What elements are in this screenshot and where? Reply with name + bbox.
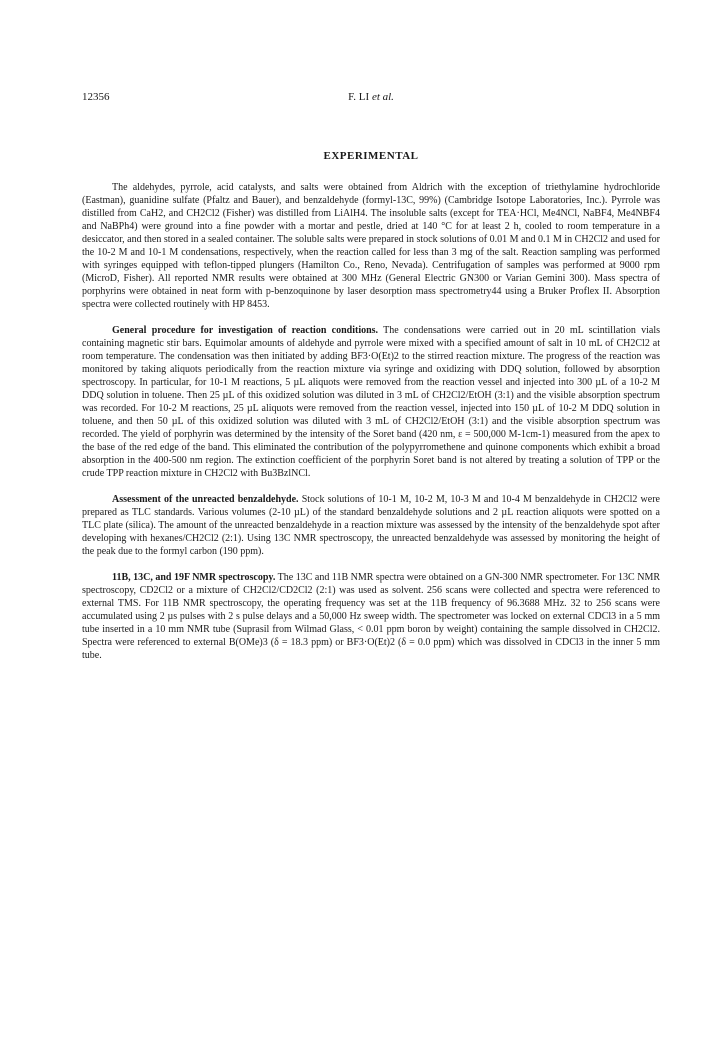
running-title-etal: et al. (371, 91, 394, 103)
paragraph-general-procedure (82, 324, 660, 480)
paragraph-heading: 11B, 13C, and 19F NMR spectroscopy. (112, 572, 276, 583)
paragraph-materials (82, 181, 660, 311)
paragraph-text: The condensations were carried out in 20 mL scintillation vials containing magnetic stir bars. Equimolar amounts of aldehyde and pyrrole were mixed with a specified amount of salt in 10 mL of CH2Cl2 at room temperature. The condensation was then initiated by adding BF3·O(Et)2 to the stirred reaction mixture. The progress of the reaction was monitored by taking aliquots periodically from the reaction mixture via syringe and oxidizing with DDQ solution, followed by absorption spectroscopy. In particular, for 10-1 M reactions, 5 µL aliquots were removed from the reaction vessel and injected into 300 µL of a 10-2 M DDQ solution in toluene. Then 25 µL of this oxidized solution was diluted in 3 mL of CH2Cl2/EtOH (3:1) and the visible absorption spectrum was recorded. For 10-2 M reactions, 25 µL aliquots were removed from the reaction vessel, injected into 150 µL of 10-2 M DDQ solution in toluene, and then 50 µL of this oxidized solution was diluted with 3 mL of CH2Cl2/EtOH (3:1) and the visible absorption spectrum was recorded. The yield of porphyrin was determined by the intensity of the Soret band (420 nm, ε = 500,000 M-1cm-1) measured from the apex to the base of the red edge of the band. This eliminated the contribution of the polypyrromethene and quinone components which exhibit a broad absorption in the 400-500 nm region. The extinction coefficient of the porphyrin Soret band is not altered by treating a solution of TPP or the crude TPP reaction mixture in CH2Cl2 with Bu3BzlNCl. (82, 325, 660, 479)
paragraph-heading: General procedure for investigation of reaction conditions. (112, 325, 379, 336)
paragraph-heading: Assessment of the unreacted benzaldehyde. (112, 494, 299, 505)
page-number: 12356 (82, 91, 110, 103)
paragraph-text: The aldehydes, pyrrole, acid catalysts, and salts were obtained from Aldrich with the exception of triethylamine hydrochloride (Eastman), guanidine sulfate (Pfaltz and Bauer), and benzaldehyde (formyl-13C, 99%) (Cambridge Isotope Laboratories, Inc.). Pyrrole was distilled from CaH2, and CH2Cl2 (Fisher) was distilled from LiAlH4. The insoluble salts (except for TEA·HCl, Me4NCl, NaBF4, Me4NBF4 and NaBPh4) were ground into a fine powder with a mortar and pestle, dried at 140 °C for at least 2 h, cooled to room temperature in a desiccator, and then stored in a sealed container. The soluble salts were prepared in stock solutions of 0.01 M and 0.1 M in CH2Cl2 and used for the 10-2 M and 10-1 M condensations, respectively, when the reaction called for less than 3 mg of the salt. Reaction sampling was performed with syringes equipped with teflon-tipped plungers (Hamilton Co., Reno, Nevada). Centrifugation of samples was performed at 9000 rpm (MicroD, Fisher). All reported NMR results were obtained at 300 MHz (General Electric GN300 or Varian Gemini 300). Mass spectra of porphyrins were obtained in neat form with p-benzoquinone by laser desorption mass spectrometry44 using a Bruker Proflex II. Absorption spectra were collected routinely with HP 8453. (82, 182, 660, 310)
paragraph-text: Stock solutions of 10-1 M, 10-2 M, 10-3 M and 10-4 M benzaldehyde in CH2Cl2 were prepared as TLC standards. Various volumes (2-10 µL) of the standard benzaldehyde solutions and 2 µL reaction aliquots were spotted on a TLC plate (silica). The amount of the unreacted benzaldehyde in a reaction mixture was assessed by the intensity of the benzaldehyde spot after developing with hexanes/CH2Cl2 (2:1). Using 13C NMR spectroscopy, the unreacted benzaldehyde was assessed by monitoring the height of the peak due to the formyl carbon (190 ppm). (82, 494, 660, 557)
paragraph-nmr-spectroscopy (82, 571, 660, 662)
section-heading: EXPERIMENTAL (323, 150, 419, 162)
paragraph-benzaldehyde-assessment (82, 493, 660, 558)
paragraph-text: The 13C and 11B NMR spectra were obtained on a GN-300 NMR spectrometer. For 13C NMR spectroscopy, CD2Cl2 or a mixture of CH2Cl2/CD2Cl2 (2:1) was used as solvent. 256 scans were collected and spectra were referenced to external TMS. For 11B NMR spectroscopy, the operating frequency was set at the 11B frequency of 96.3688 MHz. 32 to 256 scans were accumulated using 2 µs pulses with 2 s pulse delays and a 50,000 Hz sweep width. The spectrometer was locked on external CDCl3 in a 5 mm tube inserted in a 10 mm NMR tube (Suprasil from Wilmad Glass, < 0.01 ppm boron by weight) containing the sample dissolved in CH2Cl2. Spectra were referenced to external B(OMe)3 (δ = 18.3 ppm) or BF3·O(Et)2 (δ = 0.0 ppm) which was dissolved in CDCl3 in the inner 5 mm tube. (82, 572, 661, 661)
running-title (82, 90, 660, 104)
body-text (82, 181, 660, 662)
running-title-author: F. LI (348, 91, 372, 103)
